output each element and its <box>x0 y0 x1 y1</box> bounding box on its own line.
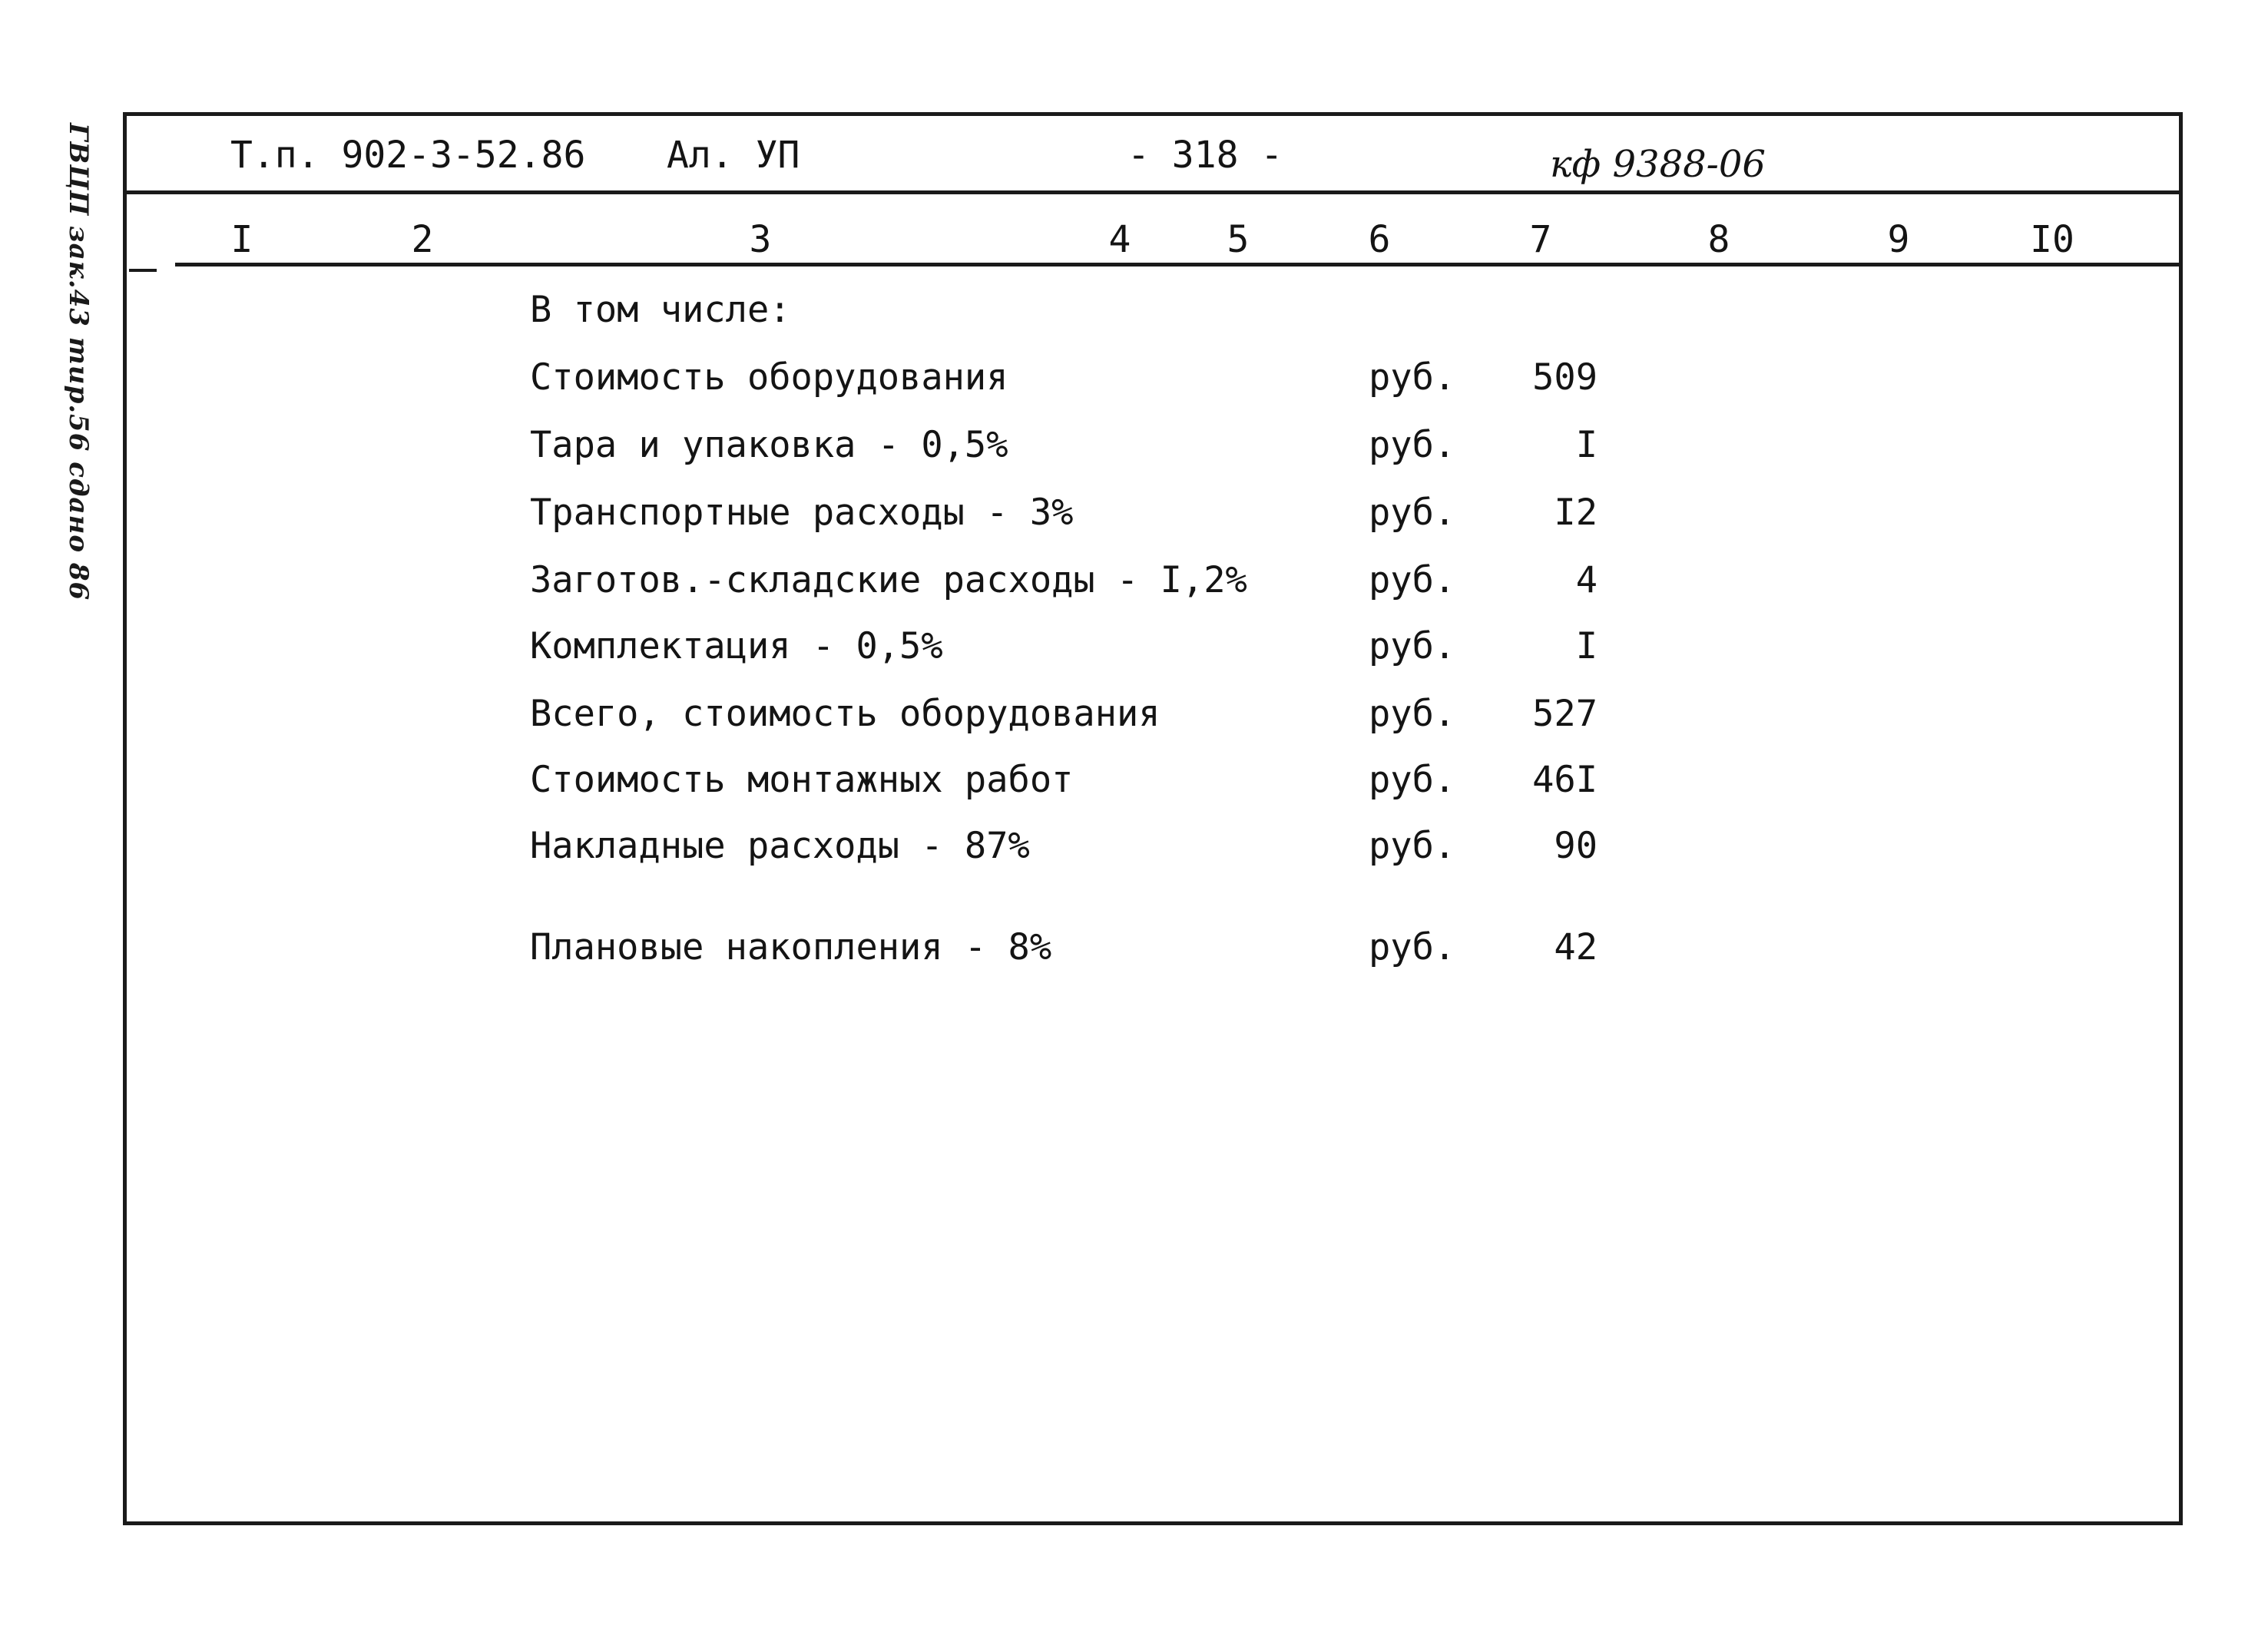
column-number: 4 <box>1108 218 1131 261</box>
margin-tick <box>129 269 157 272</box>
row-value: I <box>1575 424 1598 466</box>
table-row <box>0 490 2268 536</box>
row-description: Стоимость оборудования <box>530 356 1008 399</box>
row-unit: руб. <box>1369 559 1456 601</box>
row-value: 4 <box>1575 559 1598 601</box>
intro-row <box>0 287 2268 333</box>
row-unit: руб. <box>1369 424 1456 466</box>
row-value: 46I <box>1532 759 1598 801</box>
row-description: Транспортные расходы - 3% <box>530 492 1074 534</box>
table-row <box>0 558 2268 604</box>
row-value: 527 <box>1532 693 1598 735</box>
row-description: Заготов.-складские расходы - I,2% <box>530 559 1247 601</box>
print-stamp: ГВЦП зак.43 тир.56 сдано 86 <box>63 123 94 601</box>
column-number: I0 <box>2030 218 2074 261</box>
row-value: I2 <box>1554 492 1598 534</box>
row-unit: руб. <box>1369 759 1456 801</box>
row-value: I <box>1575 625 1598 667</box>
table-row <box>0 624 2268 670</box>
column-number: I <box>230 218 253 261</box>
intro-text: В том числе: <box>530 289 791 331</box>
row-description: Комплектация - 0,5% <box>530 625 943 667</box>
row-unit: руб. <box>1369 356 1456 399</box>
column-header-divider <box>175 263 2183 266</box>
row-value: 42 <box>1554 926 1598 968</box>
row-unit: руб. <box>1369 693 1456 735</box>
row-description: Стоимость монтажных работ <box>530 759 1074 801</box>
column-number: 9 <box>1887 218 1910 261</box>
row-description: Плановые накопления - 8% <box>530 926 1052 968</box>
document-code: кф 9388-06 <box>1550 143 1766 186</box>
row-unit: руб. <box>1369 492 1456 534</box>
page-number: - 318 - <box>1127 134 1283 177</box>
row-description: Накладные расходы - 87% <box>530 825 1030 867</box>
row-description: Всего, стоимость оборудования <box>530 693 1160 735</box>
table-row <box>0 757 2268 803</box>
table-row <box>0 355 2268 401</box>
row-description: Тара и упаковка - 0,5% <box>530 424 1008 466</box>
table-row <box>0 691 2268 737</box>
row-unit: руб. <box>1369 825 1456 867</box>
column-number: 6 <box>1368 218 1391 261</box>
column-number: 3 <box>749 218 772 261</box>
header-divider <box>123 190 2183 194</box>
table-row <box>0 925 2268 971</box>
table-row <box>0 823 2268 869</box>
column-number: 5 <box>1227 218 1250 261</box>
album-label: Ал. УП <box>667 134 800 177</box>
row-unit: руб. <box>1369 926 1456 968</box>
table-row <box>0 422 2268 468</box>
row-unit: руб. <box>1369 625 1456 667</box>
project-number: Т.п. 902-3-52.86 <box>230 134 586 177</box>
column-number: 8 <box>1707 218 1730 261</box>
column-number: 7 <box>1529 218 1552 261</box>
column-number: 2 <box>411 218 434 261</box>
row-value: 90 <box>1554 825 1598 867</box>
row-value: 509 <box>1532 356 1598 399</box>
